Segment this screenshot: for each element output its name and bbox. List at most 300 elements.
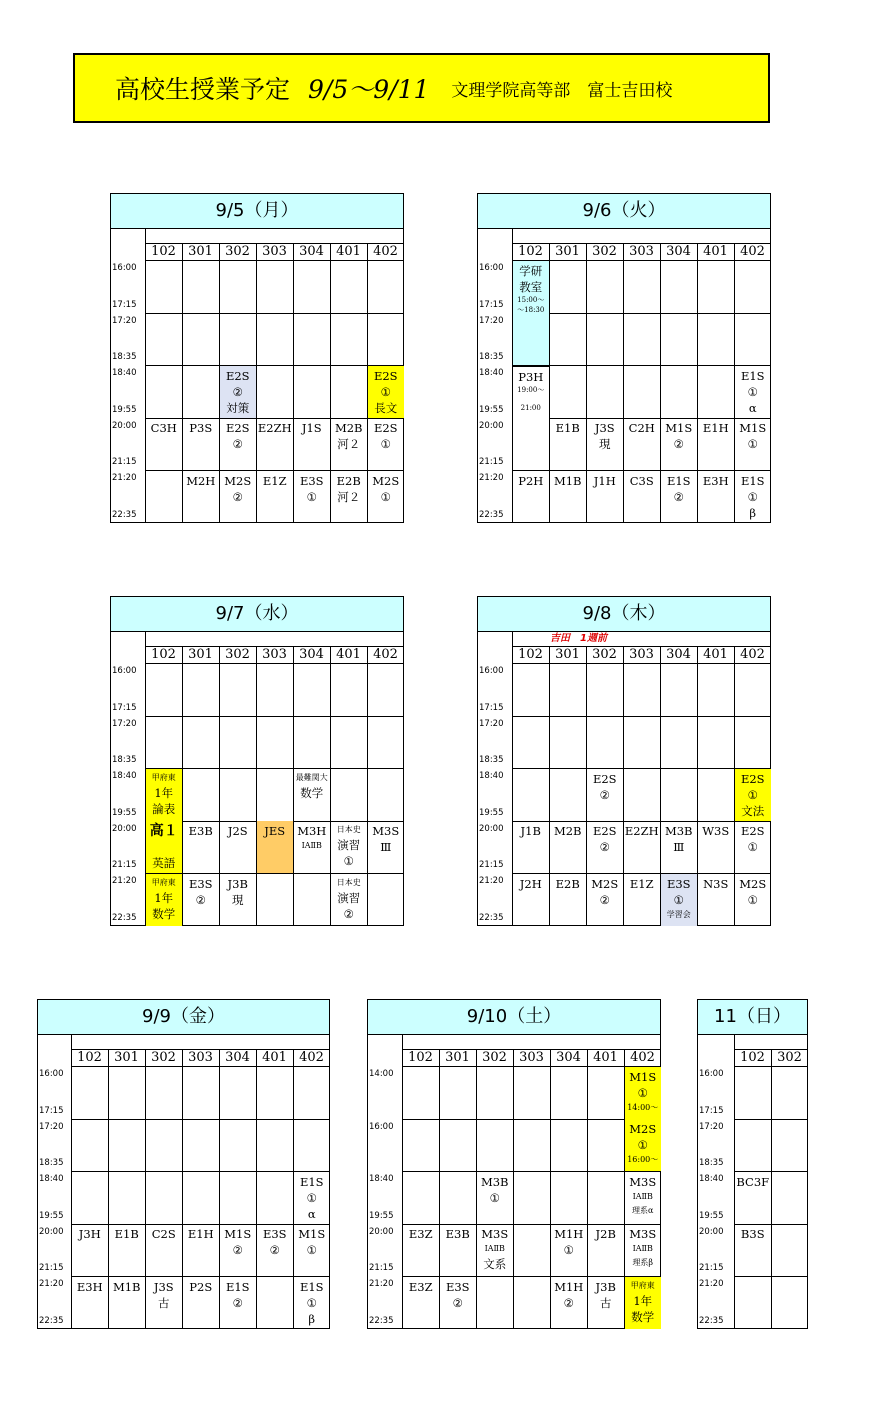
class-line: 甲府東 [630, 1280, 655, 1290]
class-cell [735, 821, 772, 873]
class-line: E3S [262, 1227, 287, 1241]
room-label: 303 [188, 1050, 213, 1065]
time-start: 18:40 [112, 368, 137, 378]
class-line: M2S [629, 1122, 657, 1136]
class-line: ② [195, 892, 206, 907]
class-line: 教室 [519, 279, 543, 294]
grid-line [734, 1119, 808, 1120]
class-line: ② [232, 1243, 243, 1257]
class-cell [368, 366, 405, 418]
time-end: 18:35 [479, 352, 504, 362]
day-title: 9/9（金） [37, 999, 330, 1035]
class-line: ① [380, 489, 391, 504]
class-cell [735, 418, 772, 470]
time-start: 21:20 [112, 473, 137, 483]
time-end: 22:35 [699, 1315, 724, 1326]
grid-line [402, 1171, 661, 1172]
time-start: 16:00 [112, 666, 137, 676]
class-line: M2B [553, 824, 582, 838]
class-cell [331, 821, 368, 873]
time-end: 21:15 [112, 860, 137, 870]
class-line: P2H [518, 473, 544, 488]
class-line: E2S [740, 771, 765, 786]
room-label: 304 [666, 244, 691, 259]
time-end: 19:55 [479, 404, 504, 415]
class-time-note: 15:00～ [517, 295, 545, 304]
room-label: 302 [592, 647, 617, 662]
class-cell [294, 418, 331, 470]
time-start: 20:00 [699, 1226, 724, 1237]
class-line: 河２ [337, 489, 361, 504]
class-line: E3S [445, 1279, 470, 1294]
class-line: C3S [629, 473, 654, 488]
class-cell [331, 471, 368, 523]
room-label: 402 [373, 244, 398, 259]
time-end: 17:15 [479, 702, 504, 713]
class-line: ② [563, 1295, 574, 1310]
time-start: 18:40 [479, 368, 504, 378]
day-title: 11（日） [697, 999, 808, 1035]
class-line: E2S [592, 771, 617, 786]
class-cell [587, 769, 624, 821]
class-cell [698, 821, 735, 873]
class-cell [550, 821, 587, 873]
class-line: M1S [298, 1227, 326, 1241]
grid-line [512, 365, 771, 366]
class-line: M3B [664, 824, 693, 838]
time-start: 21:20 [39, 1279, 64, 1289]
grid-line [367, 646, 368, 926]
class-line: E2ZH [624, 824, 659, 838]
time-start: 21:20 [479, 876, 504, 886]
room-label: 102 [151, 647, 176, 662]
class-line: ① [747, 840, 758, 854]
class-line: ⅠAⅡB [484, 1244, 505, 1253]
class-cell [146, 1277, 183, 1329]
time-start: 17:20 [699, 1121, 724, 1132]
class-line: E2ZH [257, 421, 292, 435]
time-start: 21:20 [369, 1279, 394, 1289]
class-cell [698, 471, 735, 523]
room-label: 303 [629, 647, 654, 662]
time-end: 17:15 [112, 702, 137, 713]
class-line: ① [343, 854, 354, 868]
class-line: 日本史 [336, 877, 361, 887]
room-label: 302 [151, 1050, 176, 1065]
room-label: 303 [519, 1050, 544, 1065]
class-line: M2H [186, 473, 216, 488]
class-line: E1H [702, 421, 729, 435]
room-label: 102 [77, 1050, 102, 1065]
class-line: 論表 [152, 801, 176, 816]
class-line: ② [232, 384, 243, 399]
class-line: J1S [301, 421, 322, 435]
room-label: 402 [299, 1050, 324, 1065]
room-label: 303 [629, 244, 654, 259]
class-line: E2S [373, 368, 398, 383]
room-label: 401 [703, 647, 728, 662]
class-line: M1B [112, 1279, 141, 1294]
class-line: 最難関大 [295, 772, 328, 782]
grid-line [512, 716, 771, 717]
class-line: ① [306, 1190, 317, 1205]
class-line: ① [306, 1295, 317, 1310]
class-line: E1Z [629, 876, 654, 891]
class-cell [146, 874, 183, 926]
room-label: 102 [151, 244, 176, 259]
banner-dates: 9/5～9/11 [308, 75, 430, 104]
room-label: 301 [114, 1050, 139, 1065]
class-cell [294, 1224, 331, 1276]
day-title: 9/6（火） [477, 193, 771, 229]
grid-line [71, 1171, 330, 1172]
grid-line [402, 1119, 661, 1120]
room-label: 401 [336, 647, 361, 662]
class-line: M2S [591, 876, 619, 891]
class-line: 古 [600, 1295, 612, 1310]
time-start: 20:00 [112, 420, 137, 431]
class-line: 日本史 [336, 825, 361, 834]
class-line: M3H [297, 824, 327, 838]
class-cell [698, 418, 735, 470]
time-start: 20:00 [479, 420, 504, 431]
time-end: 21:15 [479, 860, 504, 870]
class-cell [440, 1224, 477, 1276]
class-cell [146, 418, 183, 470]
room-label: 302 [225, 244, 250, 259]
class-cell [735, 471, 772, 523]
time-end: 22:35 [369, 1315, 394, 1326]
grid-line [512, 260, 771, 261]
time-end: 21:15 [479, 457, 504, 467]
time-start: 16:00 [39, 1069, 64, 1079]
class-cell [257, 1224, 294, 1276]
grid-line [402, 1066, 661, 1067]
class-line [146, 839, 183, 855]
class-cell [513, 821, 550, 873]
class-line: M3S [481, 1227, 509, 1241]
class-line: E2S [373, 421, 398, 435]
class-line: ① [489, 1190, 500, 1205]
class-cell [551, 1224, 588, 1276]
class-line: BC3F [736, 1174, 770, 1189]
class-line: Ⅲ [380, 840, 392, 854]
class-line: J2B [595, 1227, 616, 1241]
time-start: 16:00 [699, 1069, 724, 1079]
room-label: 402 [740, 244, 765, 259]
time-start: 20:00 [369, 1226, 394, 1237]
class-cell [513, 874, 550, 926]
class-line: 高１ [149, 823, 178, 839]
time-end: 21:15 [112, 457, 137, 467]
class-cell [331, 874, 368, 926]
class-line: M2B [334, 421, 363, 435]
day-schedule [697, 999, 808, 1329]
class-cell [72, 1224, 109, 1276]
day-title: 9/8（木） [477, 596, 771, 632]
time-start: 21:20 [112, 876, 137, 886]
class-line: E2B [336, 473, 361, 488]
class-line: ② [599, 892, 610, 907]
class-line: E3B [188, 824, 213, 838]
class-line: M3S [629, 1227, 657, 1241]
grid-line [771, 1049, 772, 1329]
class-line: 16:00～ [627, 1155, 659, 1164]
class-line: E3S [299, 473, 324, 488]
class-line: 1年 [154, 890, 174, 905]
time-end: 17:15 [39, 1105, 64, 1116]
time-end: 19:55 [699, 1210, 724, 1221]
class-cell [183, 874, 220, 926]
class-cell [72, 1277, 109, 1329]
class-line: C3H [150, 421, 177, 435]
room-label: 303 [262, 244, 287, 259]
banner-title: 高校生授業予定 [115, 75, 291, 104]
room-label: 401 [336, 244, 361, 259]
class-line: J3H [78, 1227, 101, 1241]
class-line: ① [747, 892, 758, 907]
class-line: 甲府東 [151, 772, 176, 782]
class-line: E1S [299, 1174, 324, 1189]
class-line: JES [264, 824, 286, 838]
class-line: 演習 [337, 890, 361, 905]
class-line: 長文 [374, 400, 398, 415]
class-cell [294, 821, 331, 873]
class-line: ① [747, 384, 758, 399]
class-line: E1S [666, 473, 691, 488]
class-cell [294, 1172, 331, 1224]
class-line: E1S [740, 368, 765, 383]
class-line: ② [599, 787, 610, 802]
time-end: 22:35 [112, 912, 137, 923]
time-end: 19:55 [112, 807, 137, 818]
class-line: 数学 [631, 1309, 655, 1324]
class-line: M2S [372, 473, 400, 488]
time-end: 18:35 [479, 755, 504, 765]
class-cell [550, 874, 587, 926]
class-line: E2S [225, 368, 250, 383]
class-line: M1S [739, 421, 767, 435]
time-start: 16:00 [479, 263, 504, 273]
class-line: E2S [592, 824, 617, 838]
class-cell [183, 1224, 220, 1276]
class-line: 河２ [337, 437, 361, 451]
class-cell [587, 821, 624, 873]
class-line: 現 [599, 437, 611, 451]
class-cell [146, 1224, 183, 1276]
class-line: E3B [445, 1227, 470, 1241]
class-cell [368, 418, 405, 470]
class-line: E1S [225, 1279, 250, 1294]
class-line: 理系α [632, 1205, 654, 1215]
grid-line [512, 313, 771, 314]
time-start: 18:40 [39, 1174, 64, 1184]
grid-line [145, 663, 404, 664]
class-line: M3B [480, 1174, 509, 1189]
class-line: ① [747, 787, 758, 802]
class-line: 数学 [152, 906, 176, 921]
room-label: 304 [666, 647, 691, 662]
class-cell [183, 821, 220, 873]
class-line: ① [563, 1243, 574, 1257]
class-line: C2H [628, 421, 655, 435]
time-start: 20:00 [39, 1226, 64, 1237]
class-cell [220, 418, 257, 470]
class-line: ① [306, 1243, 317, 1257]
class-cell [625, 1172, 662, 1224]
room-label: 304 [556, 1050, 581, 1065]
class-line: 対策 [226, 400, 250, 415]
time-start: 20:00 [479, 823, 504, 834]
time-end: 22:35 [112, 509, 137, 520]
grid-line [145, 229, 146, 523]
class-cell [661, 874, 698, 926]
room-label: 402 [373, 647, 398, 662]
class-cell [183, 418, 220, 470]
class-cell [587, 471, 624, 523]
class-line: 現 [232, 892, 244, 907]
class-time-note: 21:00 [520, 403, 541, 412]
room-label: 304 [299, 244, 324, 259]
time-end: 19:55 [112, 404, 137, 415]
class-line: 学研 [519, 263, 543, 278]
class-cell [550, 418, 587, 470]
class-cell [403, 1277, 440, 1329]
day-schedule [367, 999, 661, 1329]
class-line: 文法 [741, 803, 765, 818]
class-cell [661, 418, 698, 470]
time-end: 17:15 [112, 299, 137, 310]
grid-line [145, 716, 404, 717]
class-cell [551, 1277, 588, 1329]
class-line: N3S [703, 876, 729, 891]
time-end: 18:35 [699, 1158, 724, 1168]
class-cell [257, 471, 294, 523]
class-line: E3H [76, 1279, 103, 1294]
time-end: 18:35 [112, 755, 137, 765]
room-label: 401 [593, 1050, 618, 1065]
grid-line [145, 768, 404, 769]
class-line: 14:00～ [627, 1102, 659, 1112]
class-line: 演習 [337, 838, 361, 852]
class-cell [587, 418, 624, 470]
class-cell [368, 471, 405, 523]
class-cell [331, 418, 368, 470]
class-cell [440, 1277, 477, 1329]
room-label: 102 [518, 244, 543, 259]
class-line: ② [673, 437, 684, 451]
class-line: 1年 [633, 1293, 653, 1308]
class-cell [220, 1224, 257, 1276]
class-line: M2S [224, 473, 252, 488]
class-cell [257, 418, 294, 470]
grid-line [145, 313, 404, 314]
grid-line [256, 646, 257, 926]
class-line: ⅠAⅡB [632, 1244, 653, 1253]
time-start: 16:00 [112, 263, 137, 273]
class-line: E3S [666, 876, 691, 891]
class-line: ② [232, 489, 243, 504]
class-line: E1B [555, 421, 580, 435]
class-line: J3B [595, 1279, 616, 1294]
class-line: J1H [593, 473, 616, 488]
day-title: 9/10（土） [367, 999, 661, 1035]
time-start: 17:20 [479, 315, 504, 326]
class-line: 1年 [154, 785, 174, 800]
class-line: M3S [629, 1174, 657, 1189]
day-schedule [37, 999, 330, 1329]
class-cell [735, 1224, 772, 1276]
class-cell [735, 1172, 772, 1224]
day-schedule [110, 596, 404, 926]
grid-line [734, 1276, 808, 1277]
class-line: E3H [702, 473, 729, 488]
grid-line [145, 365, 404, 366]
class-cell [587, 874, 624, 926]
class-cell [477, 1224, 514, 1276]
class-line: E1Z [262, 473, 287, 488]
room-label: 302 [777, 1050, 802, 1065]
class-line: ② [269, 1243, 280, 1257]
class-time-note: ～18:30 [517, 305, 545, 314]
class-line: M2S [739, 876, 767, 891]
class-line: ① [306, 489, 317, 504]
class-line: ② [232, 437, 243, 451]
time-end: 19:55 [369, 1210, 394, 1221]
class-line: 甲府東 [151, 877, 176, 887]
room-label: 301 [445, 1050, 470, 1065]
class-cell [183, 471, 220, 523]
time-start: 18:40 [479, 771, 504, 781]
grid-line [71, 1119, 330, 1120]
grid-line [512, 663, 771, 664]
time-start: 21:20 [699, 1279, 724, 1289]
class-cell [220, 821, 257, 873]
time-start: 18:40 [699, 1174, 724, 1184]
class-line: ① [673, 892, 684, 907]
class-line: E2S [225, 421, 250, 435]
class-cell [403, 1224, 440, 1276]
class-line: P2S [189, 1279, 213, 1294]
class-line: α [748, 400, 757, 415]
class-line: M1B [553, 473, 582, 488]
class-line: ① [380, 384, 391, 399]
class-cell [220, 874, 257, 926]
grid-line [256, 1049, 257, 1329]
day-title: 9/7（水） [110, 596, 404, 632]
class-line: M1H [554, 1279, 584, 1294]
class-line: M1S [665, 421, 693, 435]
time-start: 16:00 [479, 666, 504, 676]
class-cell [624, 874, 661, 926]
room-label: 301 [555, 244, 580, 259]
time-end: 19:55 [39, 1210, 64, 1221]
class-line: J3B [227, 876, 248, 891]
class-cell [625, 1119, 662, 1171]
room-label: 302 [482, 1050, 507, 1065]
class-line: P3S [189, 421, 213, 435]
room-label: 304 [299, 647, 324, 662]
grid-line [71, 1066, 330, 1067]
class-line: J2H [519, 876, 542, 891]
grid-line [512, 768, 771, 769]
class-line: 文系 [483, 1257, 507, 1271]
class-cell [294, 471, 331, 523]
day-schedule [110, 193, 404, 523]
class-time-note: 19:00～ [517, 385, 545, 394]
room-label: 102 [518, 647, 543, 662]
class-cell [257, 821, 294, 873]
